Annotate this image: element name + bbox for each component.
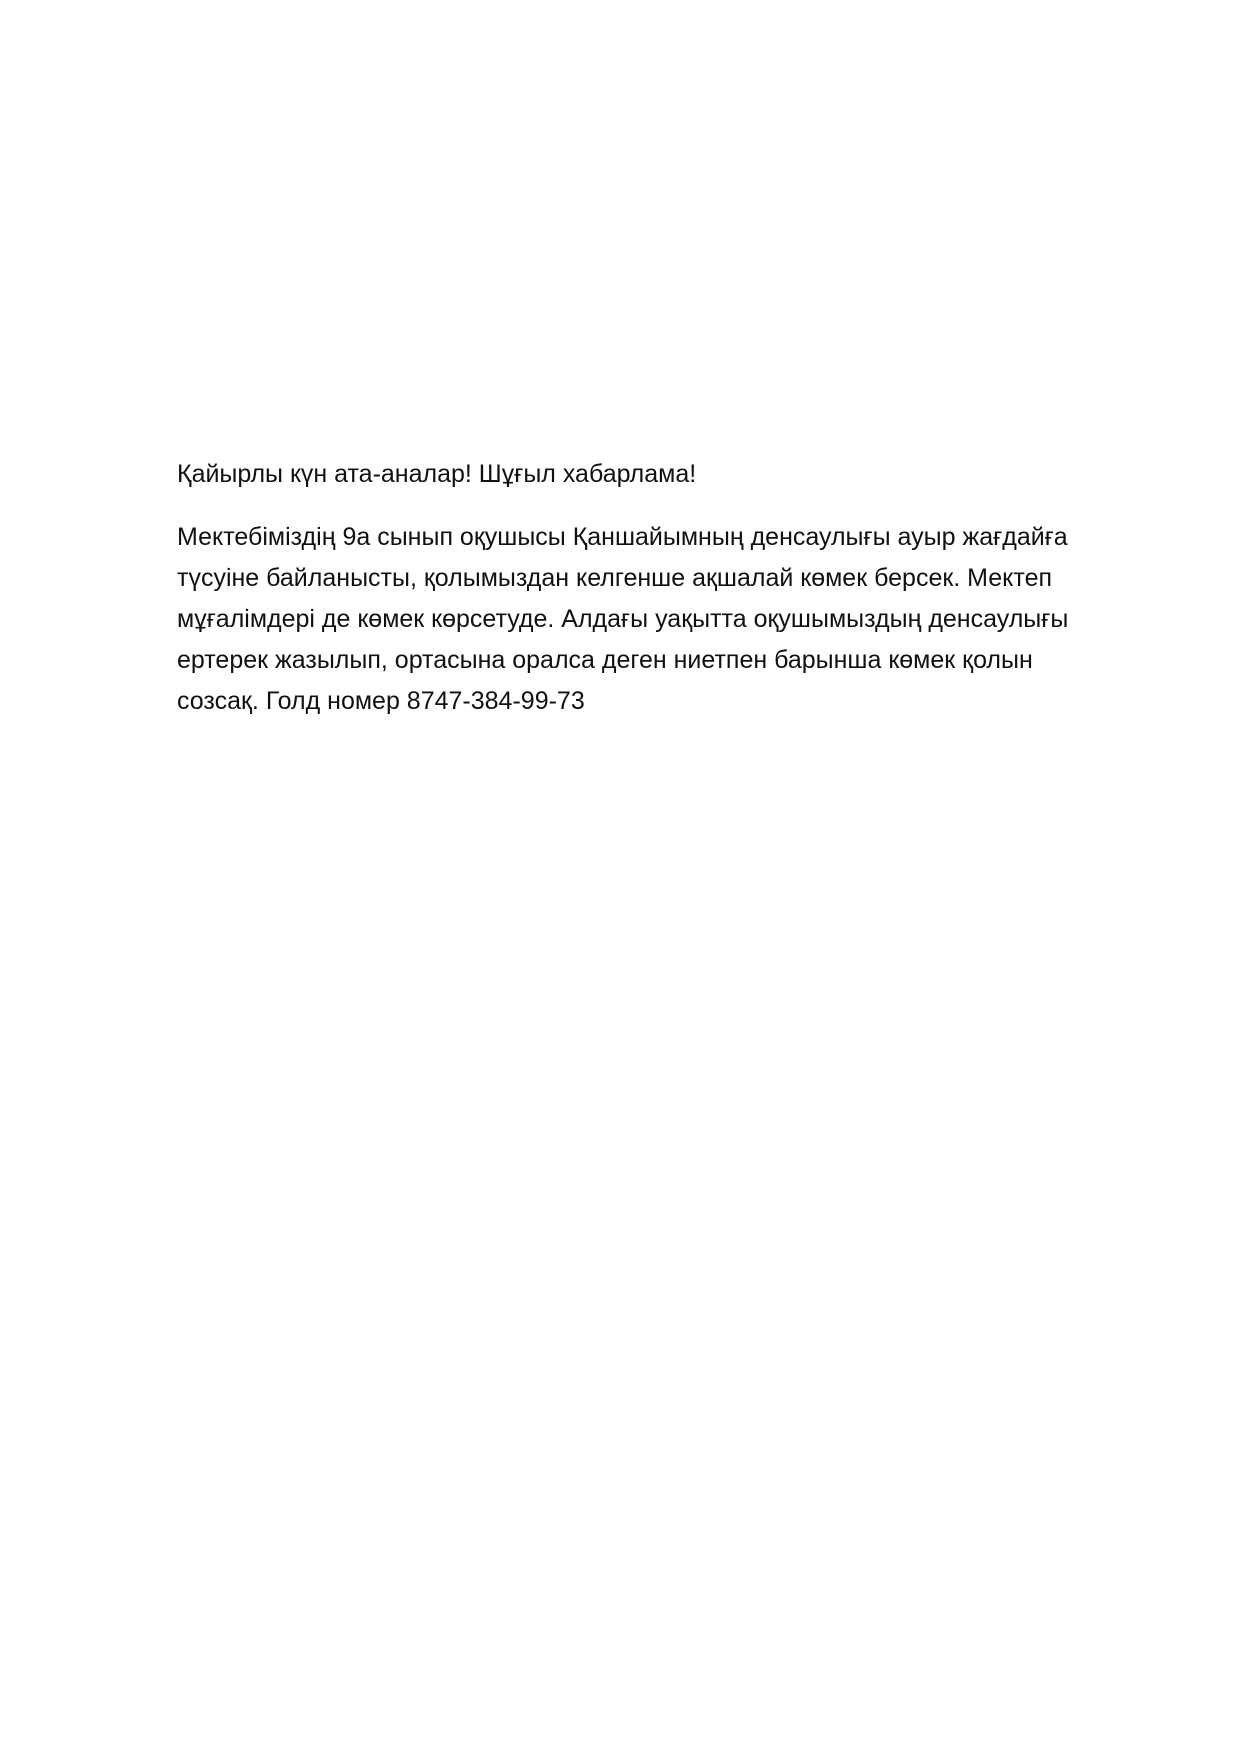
body-line: түсуіне байланысты, қолымыздан келгенше ақшалай көмек берсек. Мектеп <box>177 564 1053 592</box>
body-line: созсақ. Голд номер 8747-384-99-73 <box>177 687 585 715</box>
announcement-content <box>177 453 1167 722</box>
announcement-body <box>177 517 1167 722</box>
greeting-heading: Қайырлы күн ата-аналар! Шұғыл хабарлама! <box>177 460 697 488</box>
body-line: ертерек жазылып, ортасына оралса деген ниетпен барынша көмек қолын <box>177 646 1033 674</box>
body-line: Мектебіміздің 9а сынып оқушысы Қаншайымның денсаулығы ауыр жағдайға <box>177 523 1068 551</box>
body-line: мұғалімдері де көмек көрсетуде. Алдағы уақытта оқушымыздың денсаулығы <box>177 605 1069 633</box>
